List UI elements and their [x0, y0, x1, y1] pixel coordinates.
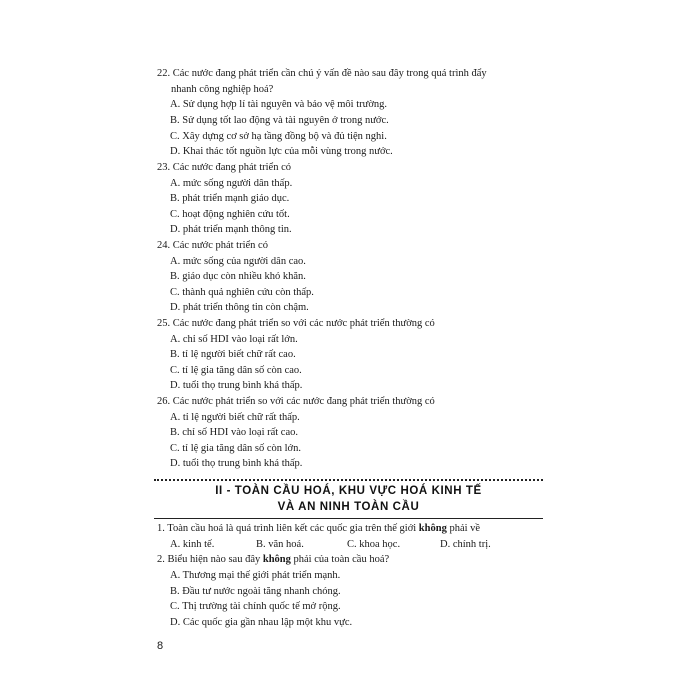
- question-22-stem-line2: nhanh công nghiệp hoá?: [171, 84, 274, 95]
- question-2-emphasis: không: [262, 554, 291, 565]
- question-26-option-b: B. chỉ số HDI vào loại rất cao.: [170, 427, 299, 438]
- question-23-stem: 23. Các nước đang phát triển có: [157, 162, 291, 173]
- question-24-option-a: A. mức sống của người dân cao.: [170, 256, 306, 267]
- question-2-stem-end: phải của toàn cầu hoá?: [290, 554, 390, 565]
- question-23-option-c: C. hoạt động nghiên cứu tốt.: [170, 209, 290, 220]
- question-24-option-b: B. giáo dục còn nhiều khó khăn.: [170, 271, 306, 282]
- section-bottom-rule: [154, 518, 543, 519]
- question-1-stem: [157, 524, 480, 535]
- question-1-stem-end: phải về: [446, 523, 481, 534]
- question-22-stem-line1: 22. Các nước đang phát triển cần chú ý vấn đề nào sau đây trong quá trình đẩy: [157, 68, 487, 79]
- question-23-option-a: A. mức sống người dân thấp.: [170, 178, 293, 189]
- question-2-option-b: B. Đầu tư nước ngoài tăng nhanh chóng.: [170, 586, 341, 597]
- question-22-option-c: C. Xây dựng cơ sở hạ tầng đồng bộ và đủ tiện nghi.: [170, 131, 387, 142]
- question-25-option-a: A. chỉ số HDI vào loại rất lớn.: [170, 334, 298, 345]
- question-1-option-c: C. khoa học.: [347, 539, 401, 550]
- question-22-option-d: D. Khai thác tốt nguồn lực của mỗi vùng trong nước.: [170, 146, 393, 157]
- page-number: 8: [157, 640, 164, 652]
- question-26-option-a: A. tỉ lệ người biết chữ rất thấp.: [170, 412, 300, 423]
- question-2-stem-text: 2. Biểu hiện nào sau đây: [157, 554, 263, 565]
- question-1-emphasis: không: [418, 523, 447, 534]
- question-25-stem: 25. Các nước đang phát triển so với các nước phát triển thường có: [157, 318, 435, 329]
- question-2-option-c: C. Thị trường tài chính quốc tế mở rộng.: [170, 601, 341, 612]
- question-26-option-c: C. tỉ lệ gia tăng dân số còn lớn.: [170, 443, 301, 454]
- question-25-option-b: B. tỉ lệ người biết chữ rất cao.: [170, 349, 296, 360]
- question-26-stem: 26. Các nước phát triển so với các nước đang phát triển thường có: [157, 396, 435, 407]
- question-1-option-a: A. kinh tế.: [170, 539, 215, 550]
- section-title-line1: II - TOÀN CẦU HOÁ, KHU VỰC HOÁ KINH TẾ: [215, 485, 482, 497]
- section-top-dotted-rule: [154, 479, 543, 481]
- question-25-option-d: D. tuổi thọ trung bình khá thấp.: [170, 380, 303, 391]
- section-title-line2: VÀ AN NINH TOÀN CẦU: [277, 501, 420, 513]
- question-24-option-c: C. thành quả nghiên cứu còn thấp.: [170, 287, 314, 298]
- question-25-option-c: C. tỉ lệ gia tăng dân số còn cao.: [170, 365, 302, 376]
- question-1-option-d: D. chính trị.: [440, 539, 491, 550]
- question-23-option-b: B. phát triển mạnh giáo dục.: [170, 193, 290, 204]
- question-1-stem-text: 1. Toàn cầu hoá là quá trình liên kết các quốc gia trên thế giới: [157, 523, 419, 534]
- question-22-option-a: A. Sử dụng hợp lí tài nguyên và bảo vệ môi trường.: [170, 99, 388, 110]
- question-23-option-d: D. phát triển mạnh thông tin.: [170, 224, 292, 235]
- question-2-option-a: A. Thương mại thế giới phát triển mạnh.: [170, 570, 341, 581]
- question-26-option-d: D. tuổi thọ trung bình khá thấp.: [170, 458, 303, 469]
- question-1-option-b: B. văn hoá.: [256, 539, 304, 550]
- question-2-option-d: D. Các quốc gia gần nhau lập một khu vực.: [170, 617, 353, 628]
- question-24-option-d: D. phát triển thông tin còn chậm.: [170, 302, 309, 313]
- question-24-stem: 24. Các nước phát triển có: [157, 240, 268, 251]
- question-22-option-b: B. Sử dụng tốt lao động và tài nguyên ở trong nước.: [170, 115, 389, 126]
- question-2-stem: [157, 555, 389, 566]
